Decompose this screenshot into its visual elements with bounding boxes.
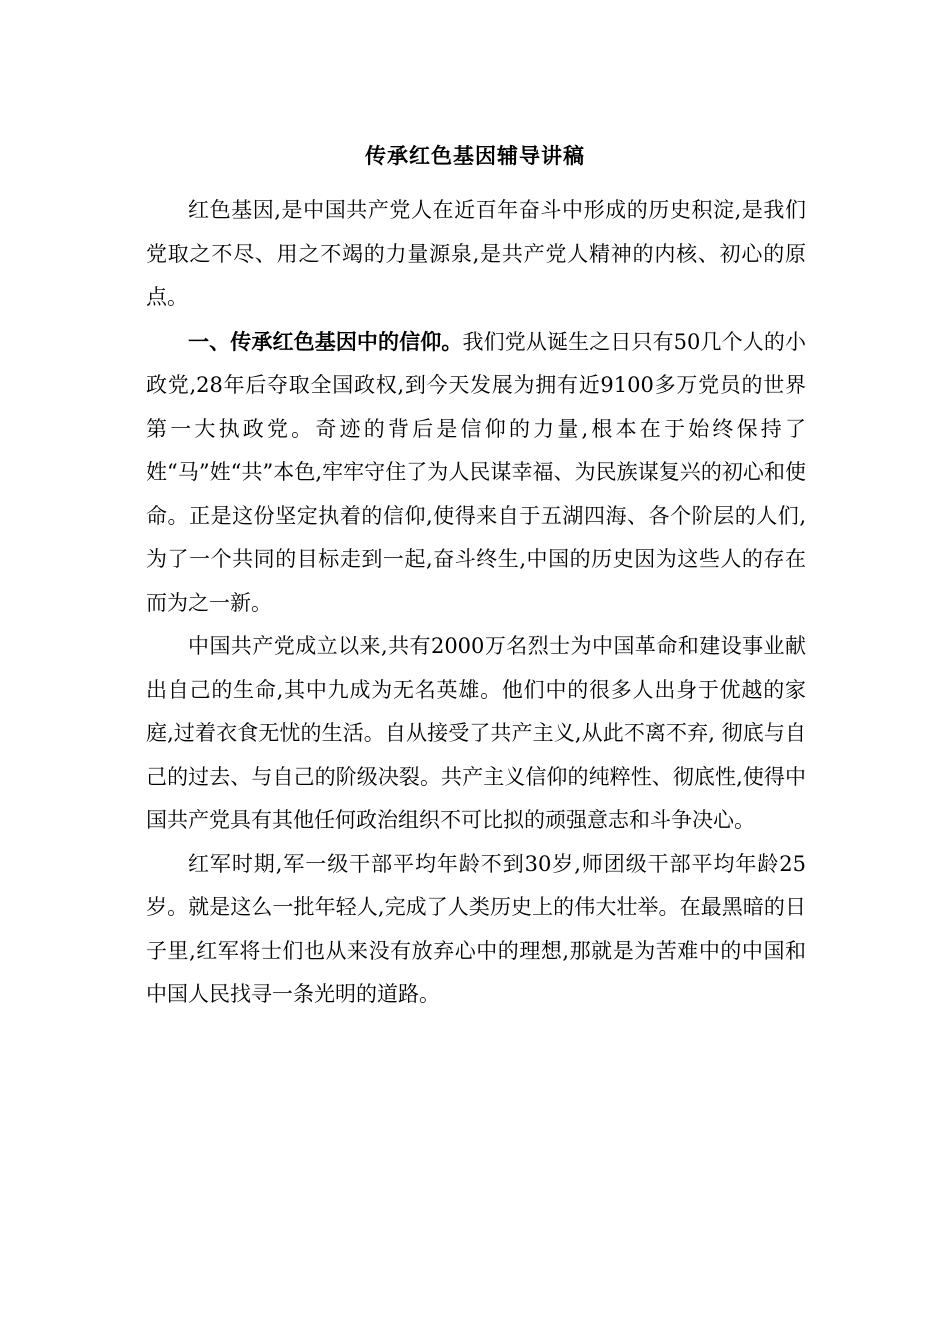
paragraph-text: 红色基因,是中国共产党人在近百年奋斗中形成的历史积淀,是我们党取之不尽、用之不竭的力量源泉,是共产党人精神的内核、初心的原点。 — [146, 198, 806, 309]
document-title: 传承红色基因辅导讲稿 — [365, 143, 585, 168]
paragraph-intro — [146, 189, 806, 320]
paragraph-text: 红军时期,军一级干部平均年龄不到30岁,师团级干部平均年龄25岁。就是这么一批年轻人,完成了人类历史上的伟大壮举。在最黑暗的日子里,红军将士们也从来没有放弃心中的理想,那就是为苦难中的中国和中国人民找寻一条光明的道路。 — [146, 851, 806, 1006]
paragraph-text: 中国共产党成立以来,共有2000万名烈士为中国革命和建设事业献出自己的生命,其中九成为无名英雄。他们中的很多人出身于优越的家庭,过着衣食无忧的生活。自从接受了共产主义,从此不离不弃, 彻底与自己的过去、与自己的阶级决裂。共产主义信仰的纯粹性、彻底性,使得中国共产党具有其他任何政治组织不可比拟的顽强意志和斗争决心。 — [146, 634, 806, 832]
paragraph-martyrs — [146, 625, 806, 843]
paragraph-section-1 — [146, 320, 806, 626]
paragraph-red-army — [146, 843, 806, 1017]
document-body — [146, 189, 806, 1017]
paragraph-text: 我们党从诞生之日只有50几个人的小政党,28年后夺取全国政权,到今天发展为拥有近9100多万党员的世界第一大执政党。奇迹的背后是信仰的力量,根本在于始终保持了姓“马”姓“共”本色,牢牢守住了为人民谋幸福、为民族谋复兴的初心和使命。正是这份坚定执着的信仰,使得来自于五湖四海、各个阶层的人们,为了一个共同的目标走到一起,奋斗终生,中国的历史因为这些人的存在而为之一新。 — [146, 329, 806, 615]
section-heading: 一、传承红色基因中的信仰。 — [188, 328, 463, 354]
